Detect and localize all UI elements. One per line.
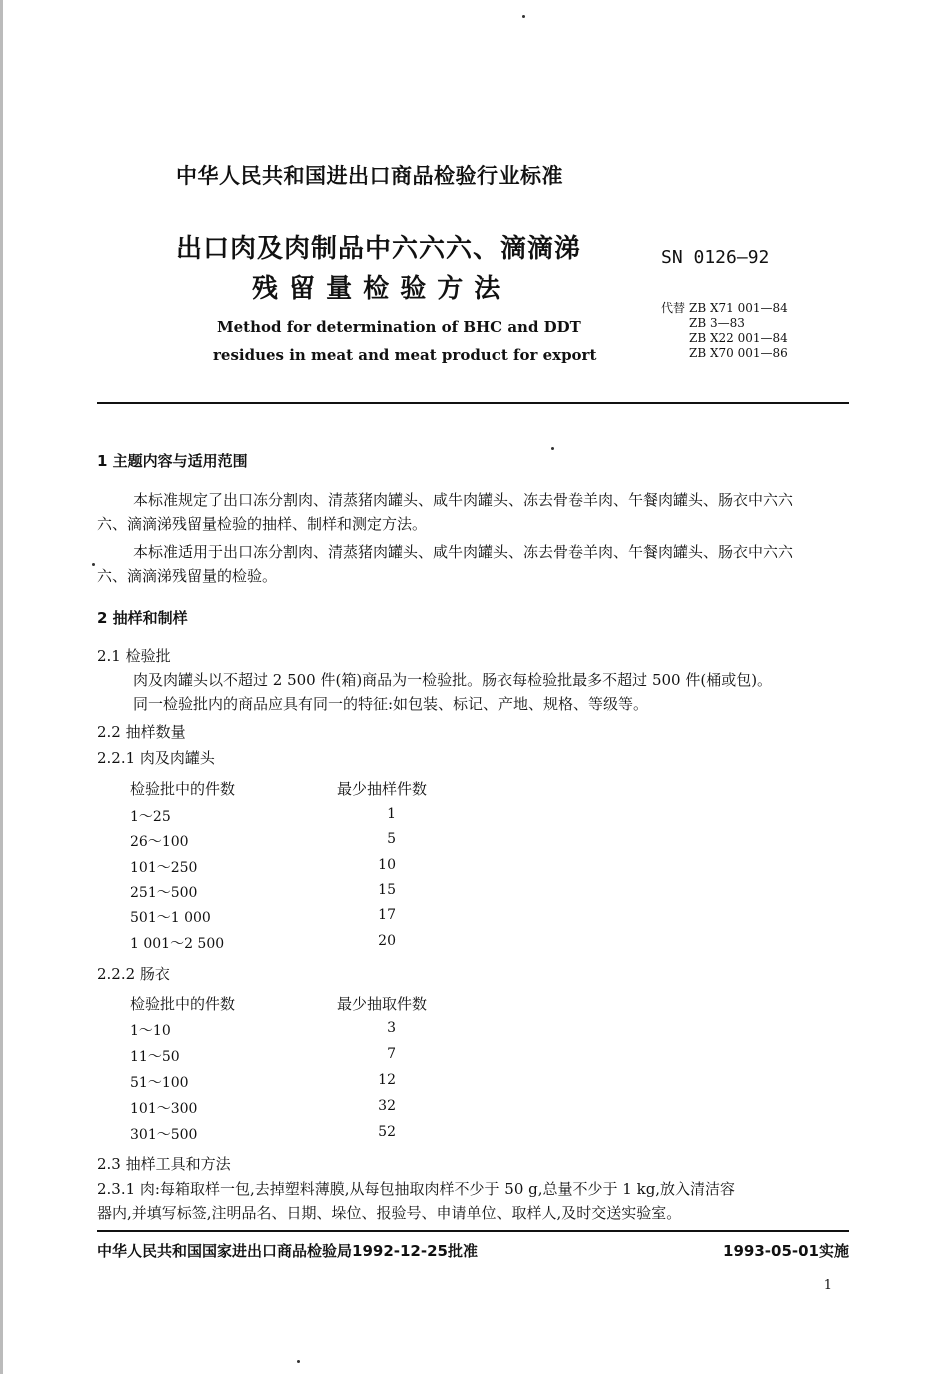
- paragraph-line: 同一检验批内的商品应具有同一的特征:如包装、标记、产地、规格、等级等。: [133, 695, 649, 713]
- paragraph-line: 六、滴滴涕残留量检验的抽样、制样和测定方法。: [97, 515, 428, 533]
- footer-rule: [97, 1230, 849, 1232]
- paragraph-line: 2.3.1 肉:每箱取样一包,去掉塑料薄膜,从每包抽取肉样不少于 50 g,总量不少于 1 kg,放入清洁容: [97, 1180, 736, 1198]
- section-2-3-heading: 2.3 抽样工具和方法: [97, 1155, 231, 1173]
- table-cell-min: 32: [378, 1098, 396, 1114]
- table-header-min: 最少抽样件数: [337, 780, 428, 798]
- replaces-block: [661, 301, 788, 361]
- table-cell-lot: 1 001～2 500: [130, 936, 225, 952]
- paragraph-line: 本标准适用于出口冻分割肉、清蒸猪肉罐头、咸牛肉罐头、冻去骨卷羊肉、午餐肉罐头、肠衣中六六: [133, 543, 794, 561]
- table-cell-lot: 1～25: [130, 809, 171, 825]
- section-1-paragraph-1: [97, 488, 857, 536]
- table-cell-lot: 26～100: [130, 834, 189, 850]
- replaces-prefix: 代替: [661, 301, 686, 315]
- table-cell-min: 7: [387, 1046, 396, 1062]
- standard-code: SN 0126—92: [661, 247, 770, 268]
- paragraph-line: 本标准规定了出口冻分割肉、清蒸猪肉罐头、咸牛肉罐头、冻去骨卷羊肉、午餐肉罐头、肠衣中六六: [133, 491, 794, 509]
- scan-speck: [92, 563, 95, 566]
- industry-standard-heading: 中华人民共和国进出口商品检验行业标准: [176, 164, 563, 188]
- title-english-line-2: residues in meat and meat product for export: [213, 346, 597, 364]
- title-line-1: 出口肉及肉制品中六六六、滴滴涕: [176, 234, 582, 264]
- scan-speck: [551, 447, 554, 450]
- title-english-line-1: Method for determination of BHC and DDT: [217, 318, 581, 336]
- table-cell-min: 10: [378, 857, 396, 873]
- table-header-lot: 检验批中的件数: [130, 780, 236, 798]
- table-cell-min: 12: [378, 1072, 396, 1088]
- table-cell-min: 3: [387, 1020, 396, 1036]
- scan-left-edge: [0, 0, 3, 1374]
- section-2-1-heading: 2.1 检验批: [97, 647, 171, 665]
- section-2-2-heading: 2.2 抽样数量: [97, 723, 186, 741]
- section-1-paragraph-2: [97, 540, 857, 588]
- table-cell-lot: 501～1 000: [130, 910, 211, 926]
- scan-speck: [297, 1360, 300, 1363]
- table-cell-lot: 1～10: [130, 1023, 171, 1039]
- table-cell-lot: 51～100: [130, 1075, 189, 1091]
- paragraph-line: 六、滴滴涕残留量的检验。: [97, 567, 278, 585]
- table-cell-lot: 11～50: [130, 1049, 180, 1065]
- paragraph-line: 器内,并填写标签,注明品名、日期、垛位、报验号、申请单位、取样人,及时交送实验室。: [97, 1204, 682, 1222]
- replaced-standard: ZB 3—83: [689, 316, 745, 330]
- replaced-standard: ZB X22 001—84: [689, 331, 788, 345]
- section-2-1-body: [97, 668, 857, 716]
- table-cell-lot: 251～500: [130, 885, 198, 901]
- title-line-2: 残 留 量 检 验 方 法: [252, 274, 502, 304]
- section-2-heading: 2 抽样和制样: [97, 609, 188, 627]
- table-header-lot: 检验批中的件数: [130, 995, 236, 1013]
- section-2-2-2-heading: 2.2.2 肠衣: [97, 965, 170, 983]
- scan-speck: [522, 15, 525, 18]
- table-cell-min: 5: [387, 831, 396, 847]
- table-cell-lot: 101～300: [130, 1101, 198, 1117]
- table-cell-lot: 301～500: [130, 1127, 198, 1143]
- paragraph-line: 肉及肉罐头以不超过 2 500 件(箱)商品为一检验批。肠衣每检验批最多不超过 500 件(桶或包)。: [133, 671, 773, 689]
- page-number: 1: [823, 1278, 832, 1293]
- table-cell-min: 20: [378, 933, 396, 949]
- table-header-min: 最少抽取件数: [337, 995, 428, 1013]
- replaced-standard: ZB X71 001—84: [689, 301, 788, 315]
- replaced-standard: ZB X70 001—86: [689, 346, 788, 360]
- table-cell-lot: 101～250: [130, 860, 198, 876]
- implementation-date: 1993-05-01实施: [723, 1242, 849, 1260]
- section-2-2-1-heading: 2.2.1 肉及肉罐头: [97, 749, 215, 767]
- header-rule: [97, 402, 849, 404]
- approval-statement: 中华人民共和国国家进出口商品检验局1992-12-25批准: [97, 1242, 478, 1260]
- table-cell-min: 15: [378, 882, 396, 898]
- section-1-heading: 1 主题内容与适用范围: [97, 452, 248, 470]
- section-2-3-1-body: [97, 1177, 857, 1225]
- table-cell-min: 52: [378, 1124, 396, 1140]
- table-cell-min: 17: [378, 907, 396, 923]
- table-cell-min: 1: [387, 806, 396, 822]
